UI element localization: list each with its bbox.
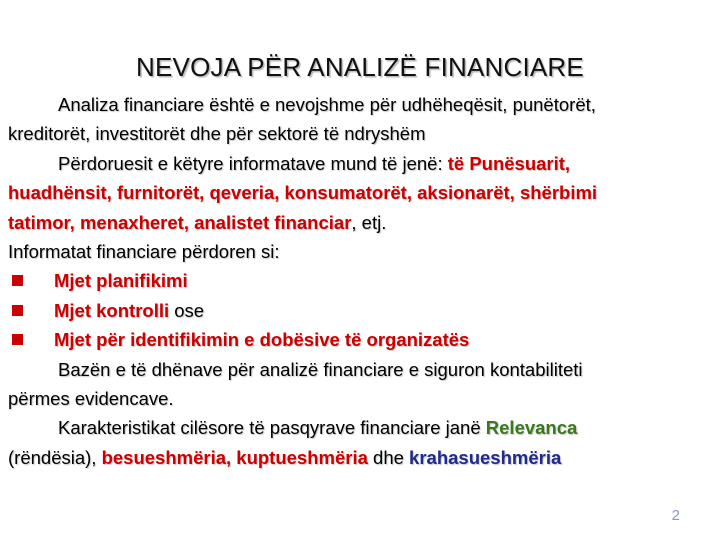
users-suffix: , etj. (351, 211, 387, 233)
paragraph-5-line-2 (8, 443, 714, 472)
slide-body (8, 90, 714, 472)
square-bullet-icon (12, 334, 23, 345)
users-highlight-2: huadhënsit, furnitorët, qeveria, konsumatorët, aksionarët, shërbimi (8, 182, 598, 204)
square-bullet-icon (12, 275, 23, 286)
slide-title: NEVOJA PËR ANALIZË FINANCIARE (136, 52, 584, 82)
quality-relevanca: Relevanca (485, 417, 578, 439)
qualities-intro: Karakteristikat cilësore të pasqyrave financiare janë (58, 417, 486, 439)
quality-rendesia: (rëndësia), (8, 446, 102, 468)
users-intro: Përdoruesit e këtyre informatave mund të jenë: (58, 152, 448, 174)
users-highlight-1: të Punësuarit, (447, 152, 571, 174)
quality-conjunction: dhe (367, 446, 410, 468)
page-number: 2 (671, 507, 680, 524)
uses-heading: Informatat financiare përdoren si: (8, 240, 280, 262)
paragraph-4-line-1: Bazën e të dhënave për analizë financiare e siguron kontabiliteti (58, 358, 583, 380)
paragraph-2-line-3 (8, 208, 714, 237)
quality-besueshmeria: besueshmëria, kuptueshmëria (101, 446, 368, 468)
paragraph-2-line-1 (8, 149, 714, 178)
bullet-text: Mjet për identifikimin e dobësive të organizatës (54, 329, 470, 351)
paragraph-5-line-1 (8, 413, 714, 442)
bullet-suffix: ose (169, 299, 205, 321)
bullet-text: Mjet kontrolli (54, 299, 170, 321)
users-highlight-3: tatimor, menaxheret, analistet financiar (8, 211, 352, 233)
bullet-text: Mjet planifikimi (54, 270, 188, 292)
bullet-item-1 (8, 266, 714, 295)
paragraph-4-line-2: përmes evidencave. (8, 387, 174, 409)
paragraph-1-line-1: Analiza financiare është e nevojshme për udhëheqësit, punëtorët, (58, 94, 596, 115)
bullet-item-2 (8, 296, 714, 325)
bullet-item-3 (8, 325, 714, 354)
quality-krahasueshmeria: krahasueshmëria (409, 446, 562, 468)
square-bullet-icon (12, 305, 23, 316)
paragraph-1-line-2: kreditorët, investitorët dhe për sektorë të ndryshëm (8, 123, 426, 145)
